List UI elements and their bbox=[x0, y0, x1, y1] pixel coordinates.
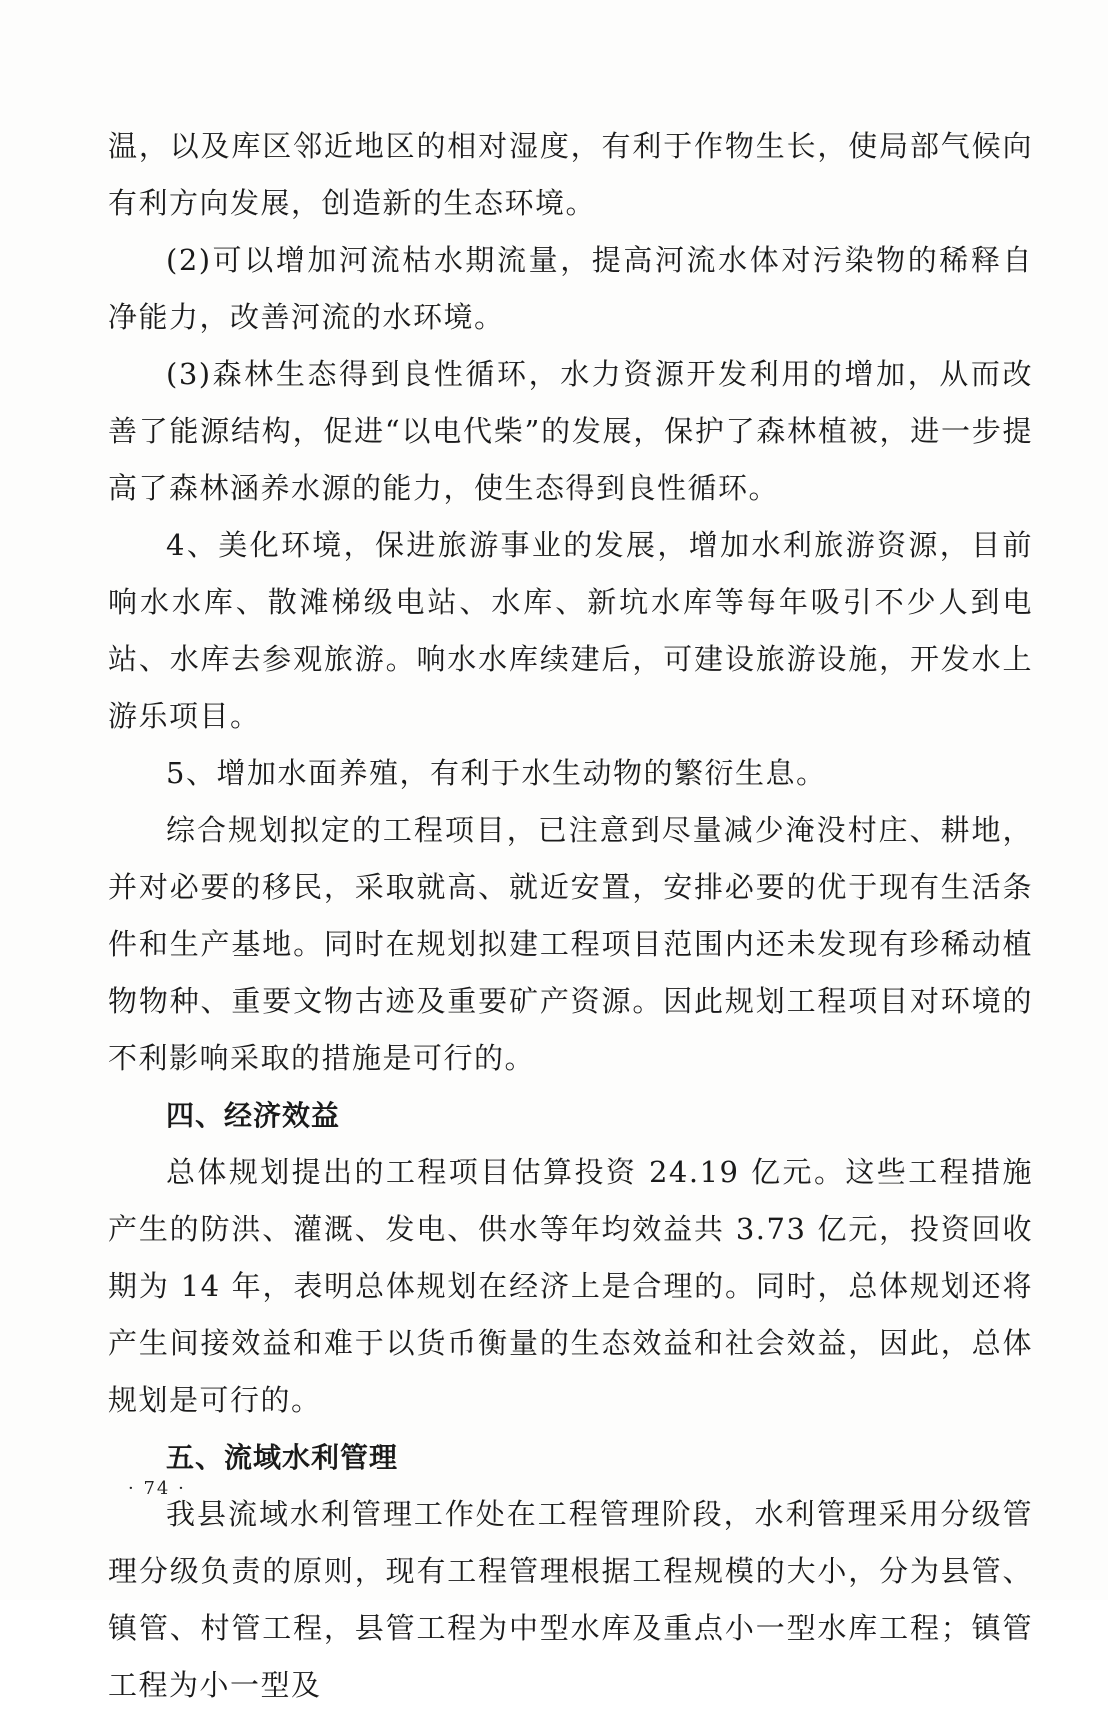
section-heading-water-management: 五、流域水利管理 bbox=[166, 1441, 399, 1474]
paragraph-environmental-summary: 综合规划拟定的工程项目，已注意到尽量减少淹没村庄、耕地，并对必要的移民，采取就高、就近安置，安排必要的优于现有生活条件和生产基地。同时在规划拟建工程项目范围内还未发现有珍稀动植物物种、重要文物古迹及重要矿产资源。因此规划工程项目对环境的不利影响采取的措施是可行的。 bbox=[108, 813, 1033, 1075]
body-text bbox=[108, 118, 1033, 1714]
paragraph-climate-continuation: 温，以及库区邻近地区的相对湿度，有利于作物生长，使局部气候向有利方向发展，创造新的生态环境。 bbox=[108, 129, 1033, 220]
paragraph-tourism: 4、美化环境，保进旅游事业的发展，增加水利旅游资源，目前响水水库、散滩梯级电站、水库、新坑水库等每年吸引不少人到电站、水库去参观旅游。响水水库续建后，可建设旅游设施，开发水上游乐项目。 bbox=[108, 528, 1033, 733]
paragraph-water-management: 我县流域水利管理工作处在工程管理阶段，水利管理采用分级管理分级负责的原则，现有工程管理根据工程规模的大小，分为县管、镇管、村管工程，县管工程为中型水库及重点小一型水库工程；镇管工程为小一型及 bbox=[108, 1497, 1033, 1702]
section-heading-economic-benefits: 四、经济效益 bbox=[166, 1099, 341, 1132]
paragraph-aquaculture: 5、增加水面养殖，有利于水生动物的繁衍生息。 bbox=[166, 756, 827, 790]
paragraph-forest-ecology: (3)森林生态得到良性循环，水力资源开发利用的增加，从而改善了能源结构，促进“以电代柴”的发展，保护了森林植被，进一步提高了森林涵养水源的能力，使生态得到良性循环。 bbox=[108, 357, 1033, 505]
paragraph-river-flow: (2)可以增加河流枯水期流量，提高河流水体对污染物的稀释自净能力，改善河流的水环境。 bbox=[108, 243, 1033, 334]
page-number: · 74 · bbox=[128, 1478, 186, 1499]
paragraph-economic-benefits: 总体规划提出的工程项目估算投资 24.19 亿元。这些工程措施产生的防洪、灌溉、发电、供水等年均效益共 3.73 亿元，投资回收期为 14 年，表明总体规划在经济上是合理的。同时，总体规划还将产生间接效益和难于以货币衡量的生态效益和社会效益，因此，总体规划是可行的。 bbox=[108, 1155, 1033, 1417]
